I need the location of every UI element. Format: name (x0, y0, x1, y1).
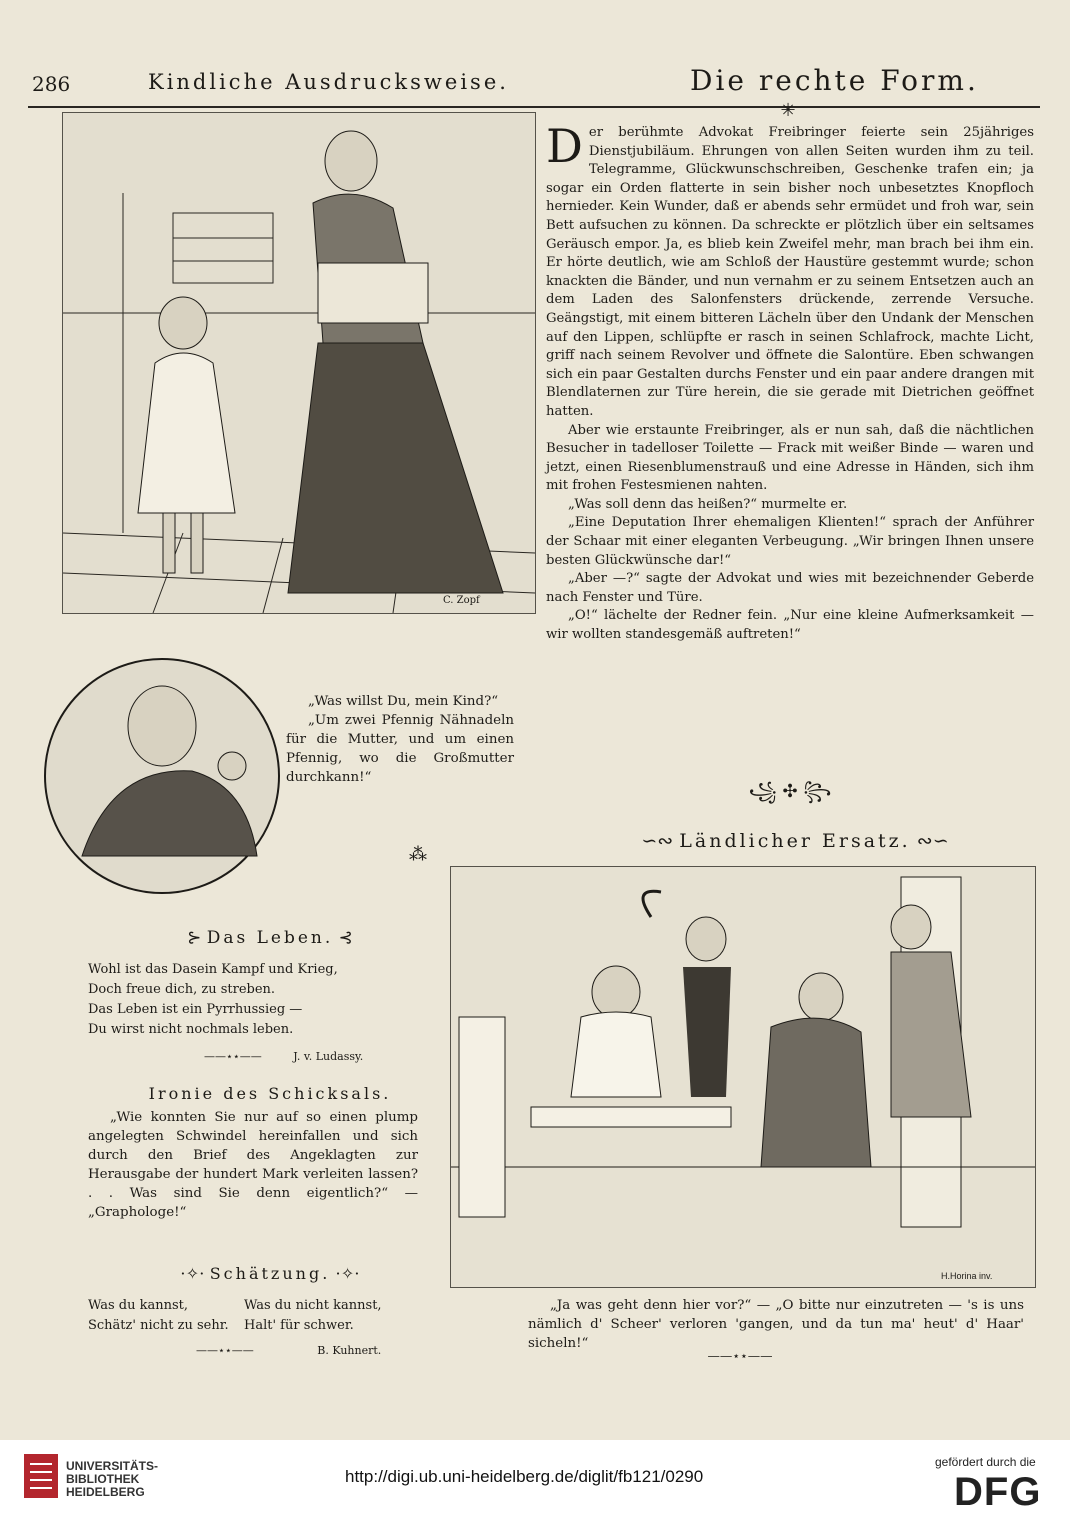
illustration-old-woman-portrait (42, 656, 282, 896)
article-paragraph-1-text: er berühmte Advokat Freibringer feierte sein 25jähriges Dienstjubiläum. Ehrungen von allen Seiten wurden ihm zu teil. Telegramme, Glückwunschschreiben, Geschenke trafen ein; ja sogar ein Orden flatterte in sein bisher noch unbesetztes Knopfloch hernieder. Kein Wunder, daß er abends sehr ermüdet und froh war, sein Bett aufsuchen zu können. Da schreckte er plötzlich über ein seltsames Geräusch empor. Ja, es blieb kein Zweifel mehr, man brach bei ihm ein. Er hörte deutlich, wie am Schloß der Haustüre gestemmt wurde; schon knackten die Bänder, und nun vernahm er zu seinem Entsetzen auch an dem Laden des Salonfensters drückende, zerrende Versuche. Geängstigt, mit einem bitteren Lächeln über den Undank der Menschen auf den Lippen, schlüpfte er rasch in seinen Schlafrock, machte Licht, griff nach seinem Revolver und öffnete die Salontüre. Eben schwangen sich ein paar Gestalten durchs Fenster und ein paar andere drangen mit Blendlaternen zur Türe herein, die sie gerade mit Dietrichen geöffnet hatten. (546, 125, 1034, 419)
poem-line-2: Doch freue dich, zu streben. (88, 982, 276, 997)
library-line-3: HEIDELBERG (66, 1485, 145, 1499)
library-logo (22, 1452, 60, 1504)
section-title-rechte-form: Die rechte Form. (690, 64, 979, 97)
das-leben-title: Das Leben. (206, 928, 334, 948)
ironie-text: „Wie konnten Sie nur auf so einen plump angelegten Schwindel hereinfallen und sich durch den Brief des Angeklagten zur Herausgabe der hundert Mark verleiten lassen? . . Was sind Sie denn eigentlich?“ — „Graphologe!“ (88, 1110, 418, 1220)
schaetzung-right-1: Was du nicht kannst, (244, 1298, 382, 1313)
poem-line-1: Wohl ist das Dasein Kampf und Krieg, (88, 962, 338, 977)
library-line-2: BIBLIOTHEK (66, 1472, 140, 1486)
schaetzung-heading (62, 1264, 478, 1283)
shop-illustration-signature: C. Zopf (443, 595, 480, 606)
sun-ornament: ⁂ (409, 844, 427, 865)
schaetzung-left (88, 1296, 238, 1336)
das-leben-poem (88, 960, 468, 1040)
section-title-kindliche: Kindliche Ausdrucksweise. (148, 70, 509, 94)
das-leben-author-text: J. v. Ludassy. (293, 1050, 364, 1063)
heading-ornament-right: ⊰ (333, 928, 353, 948)
article-paragraph-2: Aber wie erstaunte Freibringer, als er nun sah, daß die nächtlichen Besucher in tadelloser Toilette — Frack mit weißer Binde — waren und jetzt, einen Riesenblumenstrauß und eine Adresse in Händen, sich ihm mit frohen Festesmienen nahten. (546, 422, 1034, 494)
illustration-barber-scene (450, 866, 1036, 1288)
schaetzung-author (196, 1344, 426, 1357)
heading-ornament-left: ⊱ (187, 928, 207, 948)
article-end-ornament: ꧁ ✣ ꧂ (748, 781, 832, 802)
schaetzung-author-text: B. Kuhnert. (317, 1344, 382, 1357)
das-leben-author (204, 1050, 374, 1063)
library-name (66, 1460, 158, 1499)
schaetzung-left-1: Was du kannst, (88, 1298, 189, 1313)
drop-cap: D (546, 119, 583, 173)
ironie-title: Ironie des Schicksals. (148, 1084, 392, 1103)
caption-line-1: „Was willst Du, mein Kind?“ (308, 694, 499, 709)
rechte-form-article (546, 119, 1034, 645)
barber-illustration-signature: H.Horina inv. (941, 1271, 993, 1281)
kindliche-caption (286, 692, 514, 787)
laendlicher-title (560, 830, 1030, 852)
article-paragraph-3: „Was soll denn das heißen?“ murmelte er. (568, 496, 848, 512)
laendlicher-title-text: Ländlicher Ersatz. (679, 830, 911, 852)
dfg-logo: DFG (954, 1470, 1042, 1514)
schaetzung-right-2: Halt' für schwer. (244, 1318, 354, 1333)
schaetzung-ornament-right: ⋅✧⋅ (335, 1264, 360, 1283)
das-leben-heading (62, 928, 478, 948)
schaetzung-rule: ——⋆⋆—— (196, 1344, 254, 1357)
title-ornament-right: ∾∽ (910, 830, 949, 852)
permalink-url[interactable]: http://digi.ub.uni-heidelberg.de/diglit/fb121/0290 (345, 1467, 704, 1486)
illustration-shop-scene (62, 112, 536, 614)
title-ornament-left: ∽∾ (641, 830, 680, 852)
article-paragraph-1 (546, 119, 1034, 422)
das-leben-rule: ——⋆⋆—— (204, 1050, 262, 1063)
schaetzung-title: Schätzung. (209, 1264, 331, 1283)
shop-scene-drawing (63, 113, 535, 613)
asterism-ornament: ✳ (780, 100, 796, 121)
caption-line-2: „Um zwei Pfennig Nähnadeln für die Mutter, und um einen Pfennig, wo die Großmutter durchkann!“ (286, 713, 514, 785)
laendlicher-end-rule: ——⋆⋆—— (707, 1348, 773, 1363)
library-line-1: UNIVERSITÄTS- (66, 1459, 159, 1473)
funding-note: gefördert durch die (935, 1455, 1036, 1469)
library-seal-icon (22, 1452, 60, 1500)
poem-line-4: Du wirst nicht nochmals leben. (88, 1022, 294, 1037)
article-paragraph-6: „O!“ lächelte der Redner fein. „Nur eine kleine Aufmerksamkeit — wir wollten standesgemäß auftreten!“ (546, 608, 1034, 643)
laendlicher-caption: „Ja was geht denn hier vor?“ — „O bitte nur einzutreten — 's is uns nämlich d' Scheer' verloren 'gangen, und da tun ma' heut' d' Haar' sicheln!“ (528, 1298, 1024, 1351)
schaetzung-left-2: Schätz' nicht zu sehr. (88, 1318, 229, 1333)
poem-line-3: Das Leben ist ein Pyrrhussieg — (88, 1002, 303, 1017)
article-paragraph-4: „Eine Deputation Ihrer ehemaligen Klienten!“ sprach der Anführer der Schaar mit einer eleganten Verbeugung. „Wir bringen Ihnen unsere besten Glückwünsche dar!“ (546, 515, 1034, 568)
header-rule (28, 106, 1040, 108)
article-paragraph-5: „Aber —?“ sagte der Advokat und wies mit bezeichnender Geberde nach Fenster und Türe. (546, 571, 1034, 605)
schaetzung-ornament-left: ⋅✧⋅ (180, 1264, 205, 1283)
schaetzung-right (244, 1296, 424, 1336)
page-number: 286 (32, 72, 71, 96)
